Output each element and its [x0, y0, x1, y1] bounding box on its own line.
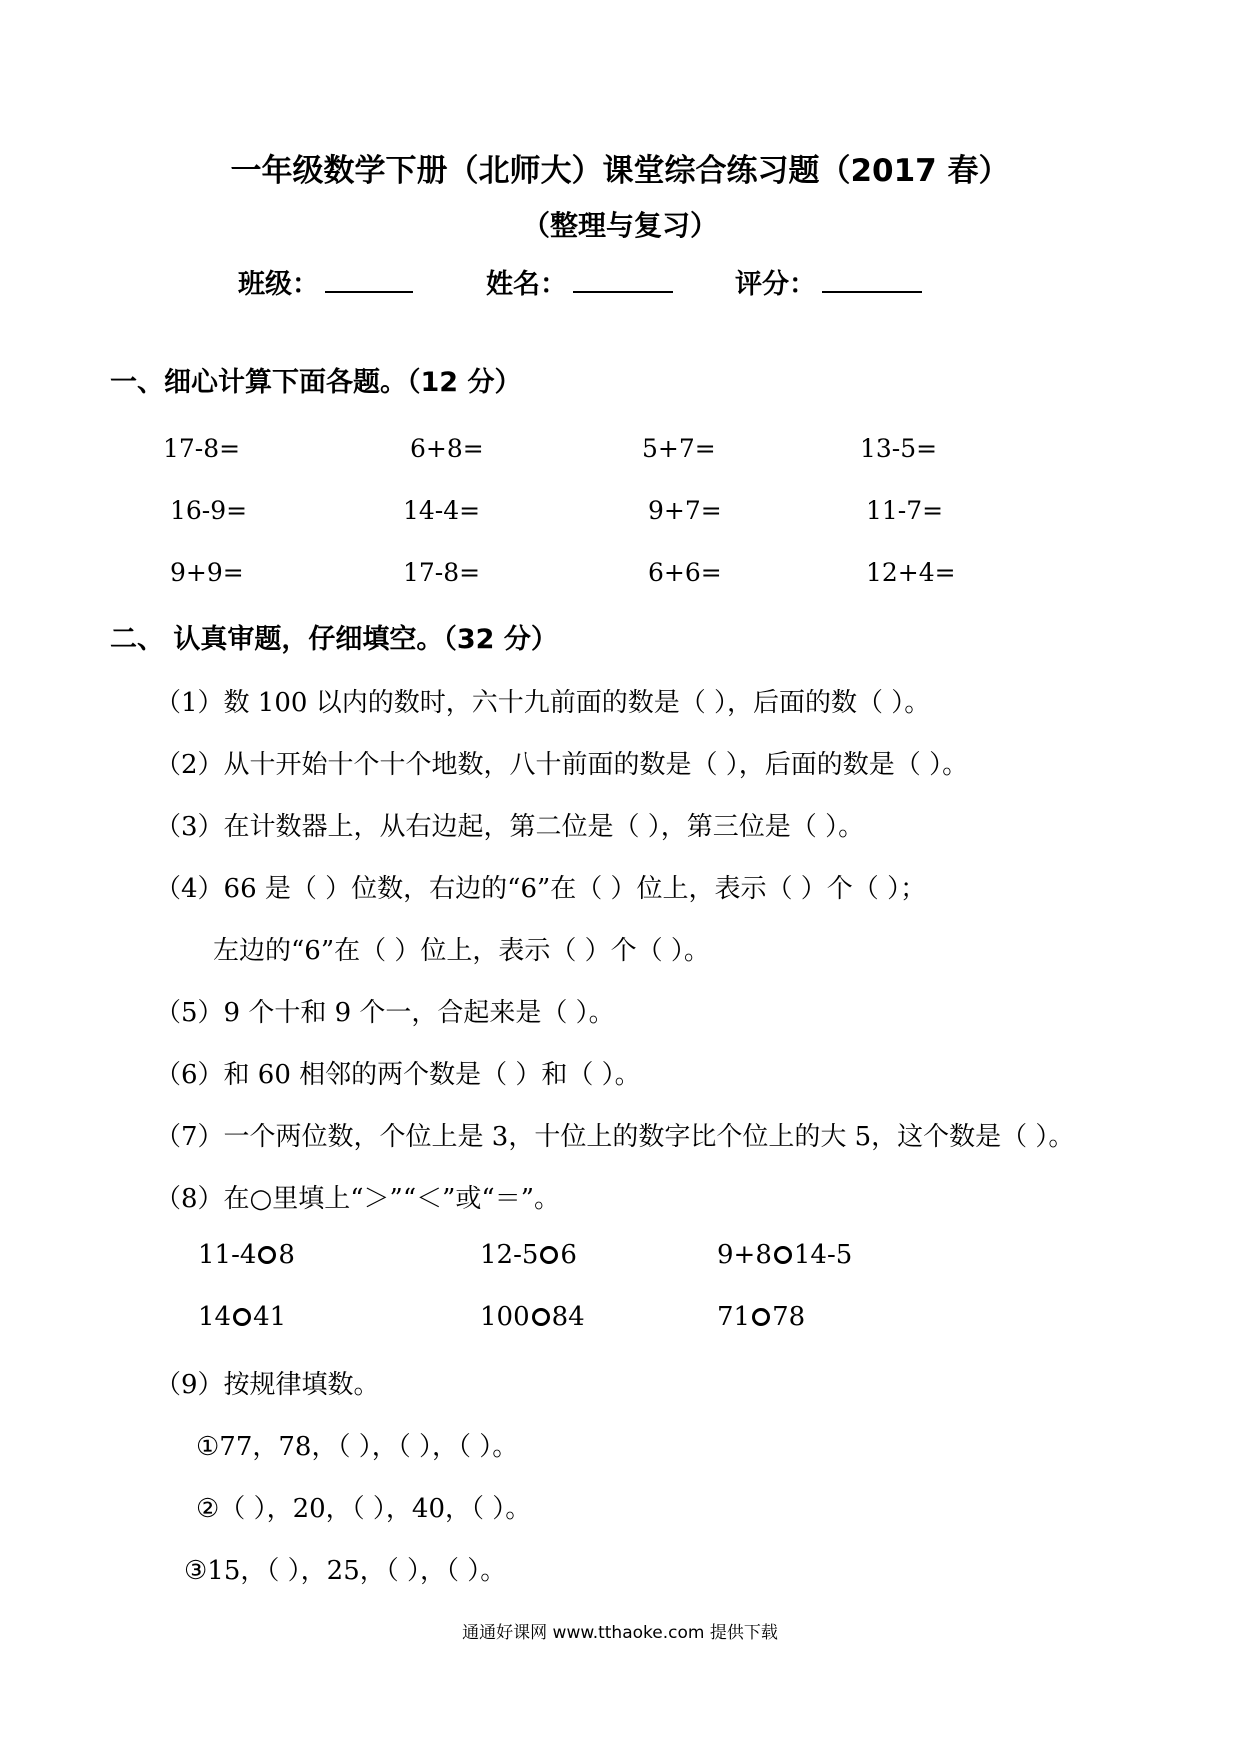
score-label: 评分：: [735, 269, 816, 300]
question-5: （5）9 个十和 9 个一，合起来是（ ）。: [155, 998, 615, 1028]
question-7: （7）一个两位数，个位上是 3，十位上的数字比个位上的大 5，这个数是（ ）。: [155, 1122, 1075, 1152]
calc-problem: 6+8=: [410, 434, 484, 463]
compare-left: 9+8: [717, 1240, 772, 1270]
calc-problem: 17-8=: [163, 434, 241, 463]
calc-problem: 17-8=: [403, 558, 481, 587]
calc-problem: 9+7=: [648, 496, 722, 525]
compare-circle[interactable]: [532, 1308, 550, 1326]
question-9: （9）按规律填数。: [155, 1370, 380, 1400]
calc-problem: 6+6=: [648, 558, 722, 587]
compare-circle[interactable]: [540, 1246, 558, 1264]
compare-item: [480, 1240, 577, 1270]
name-label: 姓名：: [486, 269, 567, 300]
compare-left: 71: [717, 1302, 751, 1332]
compare-item: [480, 1302, 585, 1332]
question-1: （1）数 100 以内的数时，六十九前面的数是（ ），后面的数（ ）。: [155, 688, 931, 718]
compare-right: 84: [551, 1302, 585, 1332]
page-footer: 通通好课网 www.tthaoke.com 提供下载: [462, 1623, 778, 1643]
section-1-heading: 一、细心计算下面各题。（12 分）: [110, 367, 522, 398]
question-6: （6）和 60 相邻的两个数是（ ）和（ ）。: [155, 1060, 641, 1090]
question-2: （2）从十开始十个十个地数，八十前面的数是（ ），后面的数是（ ）。: [155, 750, 969, 780]
calc-problem: 13-5=: [860, 434, 938, 463]
compare-item: [717, 1302, 805, 1332]
compare-circle[interactable]: [774, 1246, 792, 1264]
sequence-3: ③15，（ ），25，（ ），（ ）。: [184, 1556, 507, 1586]
sequence-1: ①77，78，（ ），（ ），（ ）。: [196, 1432, 519, 1462]
compare-circle[interactable]: [233, 1308, 251, 1326]
calc-problem: 5+7=: [642, 434, 716, 463]
compare-right: 14-5: [793, 1240, 853, 1270]
worksheet-subtitle: （整理与复习）: [521, 209, 718, 242]
compare-left: 11-4: [198, 1240, 257, 1270]
calc-problem: 14-4=: [403, 496, 481, 525]
class-field: [238, 262, 413, 301]
name-blank[interactable]: [573, 265, 673, 293]
calc-problem: 12+4=: [866, 558, 956, 587]
compare-circle[interactable]: [258, 1246, 276, 1264]
compare-right: 41: [253, 1302, 287, 1332]
score-field: [735, 262, 922, 301]
compare-left: 12-5: [480, 1240, 539, 1270]
question-8: （8）在○里填上“＞”“＜”或“＝”。: [155, 1184, 560, 1214]
compare-right: 6: [560, 1240, 577, 1270]
question-3: （3）在计数器上，从右边起，第二位是（ ），第三位是（ ）。: [155, 812, 865, 842]
compare-left: 100: [480, 1302, 530, 1332]
worksheet-title: 一年级数学下册（北师大）课堂综合练习题（2017 春）: [230, 153, 1010, 189]
compare-left: 14: [198, 1302, 232, 1332]
compare-item: [717, 1240, 852, 1270]
class-label: 班级：: [238, 269, 319, 300]
question-4: （4）66 是（ ）位数，右边的“6”在（ ）位上，表示（ ）个（ ）；: [155, 874, 927, 904]
class-blank[interactable]: [325, 265, 413, 293]
calc-problem: 11-7=: [866, 496, 944, 525]
compare-right: 8: [278, 1240, 295, 1270]
question-4-continued: 左边的“6”在（ ）位上，表示（ ）个（ ）。: [213, 936, 710, 966]
name-field: [486, 262, 673, 301]
sequence-2: ②（ ），20，（ ），40，（ ）。: [196, 1494, 532, 1524]
section-2-heading: 二、 认真审题，仔细填空。（32 分）: [110, 624, 558, 655]
compare-item: [198, 1302, 286, 1332]
calc-problem: 16-9=: [170, 496, 248, 525]
score-blank[interactable]: [822, 265, 922, 293]
compare-right: 78: [772, 1302, 806, 1332]
calc-problem: 9+9=: [170, 558, 244, 587]
compare-circle[interactable]: [752, 1308, 770, 1326]
compare-item: [198, 1240, 295, 1270]
